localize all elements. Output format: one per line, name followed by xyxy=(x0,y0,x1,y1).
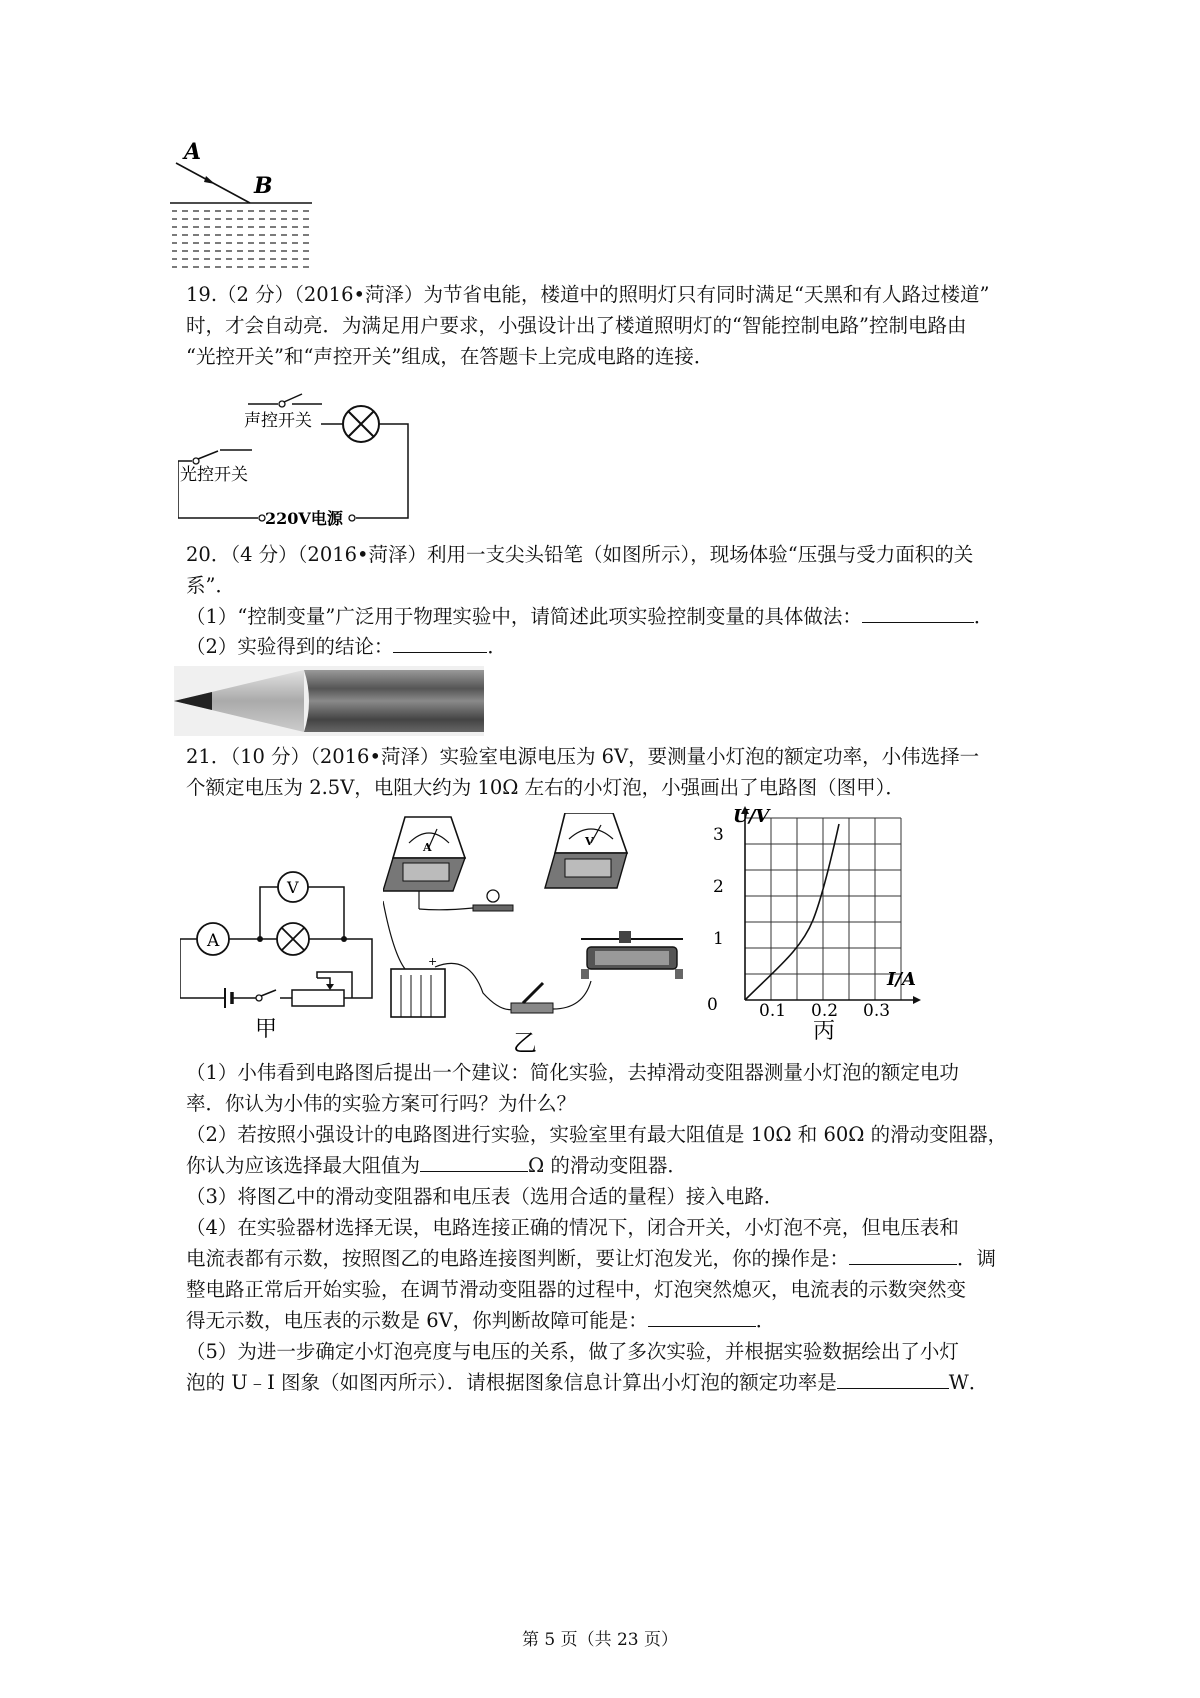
answer-blank[interactable] xyxy=(862,604,974,623)
water-refraction-figure xyxy=(170,135,330,280)
q21-p4a: （4）在实验器材选择无误，电路连接正确的情况下，闭合开关，小灯泡不亮，但电压表和 xyxy=(186,1216,959,1239)
q21-line2: 个额定电压为 2.5V，电阻大约为 10Ω 左右的小灯泡，小强画出了电路图（图甲）． xyxy=(186,776,905,799)
origin-label: 0 xyxy=(707,995,718,1015)
sound-switch-blade xyxy=(284,394,302,402)
q21-p1a: （1）小伟看到电路图后提出一个建议：简化实验，去掉滑动变阻器测量小灯泡的额定电功 xyxy=(186,1061,959,1084)
q21-p5b: 泡的 U﹣I 图象（如图丙所示）．请根据图象信息计算出小灯泡的额定功率是 W． xyxy=(186,1371,989,1394)
q21-p2a: （2）若按照小强设计的电路图进行实验，实验室里有最大阻值是 10Ω 和 60Ω 的滑动变阻器， xyxy=(186,1123,1008,1146)
q21-p4c: 整电路正常后开始实验，在调节滑动变阻器的过程中，灯泡突然熄灭，电流表的示数突然变 xyxy=(186,1278,967,1301)
x-tick-0.3: 0.3 xyxy=(863,1001,891,1021)
rheostat-icon xyxy=(292,990,344,1006)
bulb-device xyxy=(473,890,513,911)
y-tick-1: 1 xyxy=(713,929,724,949)
ammeter-label: A xyxy=(207,931,220,951)
q21-p3: （3）将图乙中的滑动变阻器和电压表（选用合适的量程）接入电路． xyxy=(186,1185,784,1208)
answer-blank[interactable] xyxy=(849,1246,957,1265)
q19-line2: 时，才会自动亮．为满足用户要求，小强设计出了楼道照明灯的“智能控制电路”控制电路由 xyxy=(186,314,967,337)
svg-text:A: A xyxy=(423,841,432,854)
y-axis-label: U/V xyxy=(733,806,770,827)
svg-text:V: V xyxy=(585,835,594,848)
caption-bing: 丙 xyxy=(813,1019,836,1044)
switch-device xyxy=(511,983,553,1013)
pencil-image xyxy=(174,666,484,736)
q19-line3: “光控开关”和“声控开关”组成，在答题卡上完成电路的连接． xyxy=(186,345,714,368)
caption-yi: 乙 xyxy=(513,1029,537,1057)
q21-line1: 21．（10 分）（2016•菏泽）实验室电源电压为 6V，要测量小灯泡的额定功率，小伟选择一 xyxy=(186,745,980,768)
q21-p1b: 率．你认为小伟的实验方案可行吗？为什么？ xyxy=(186,1092,577,1115)
q20-line2: 系”． xyxy=(186,574,235,597)
q20-sub1: （1）“控制变量”广泛用于物理实验中，请简述此项实验控制变量的具体做法： ． xyxy=(186,605,994,628)
light-switch-label: 光控开关 xyxy=(180,465,248,485)
x-tick-0.2: 0.2 xyxy=(811,1001,839,1021)
ui-graph xyxy=(705,800,945,1060)
voltmeter-label: V xyxy=(287,878,299,897)
label-b: B xyxy=(254,173,273,199)
q21-p2b: 你认为应该选择最大阻值为 Ω 的滑动变阻器． xyxy=(186,1154,687,1177)
x-tick-0.1: 0.1 xyxy=(759,1001,787,1021)
graph-grid xyxy=(745,818,901,1000)
circuit-diagram-jia xyxy=(180,860,400,1050)
q21-p4b: 电流表都有示数，按照图乙的电路连接图判断，要让灯泡发光，你的操作是： ．调 xyxy=(186,1247,997,1270)
x-axis-arrow-icon xyxy=(913,996,921,1004)
label-a: A xyxy=(184,139,202,165)
q20-sub2: （2）实验得到的结论： ． xyxy=(186,635,507,658)
page-footer: 第 5 页（共 23 页） xyxy=(521,1630,679,1650)
light-switch-blade xyxy=(198,451,218,459)
q19-circuit-figure xyxy=(178,390,448,535)
ray-arrow-icon xyxy=(204,176,215,184)
y-tick-3: 3 xyxy=(713,825,724,845)
q21-p4d: 得无示数，电压表的示数是 6V，你判断故障可能是： ． xyxy=(186,1309,776,1332)
caption-jia: 甲 xyxy=(255,1017,278,1042)
ammeter-device xyxy=(383,817,465,891)
power-label: 220V电源 xyxy=(265,509,343,528)
answer-blank[interactable] xyxy=(420,1153,528,1172)
water-body xyxy=(172,209,312,273)
answer-blank[interactable] xyxy=(393,634,487,653)
x-axis-label: I/A xyxy=(887,969,916,990)
svg-text:+: + xyxy=(428,955,438,968)
sound-switch-label: 声控开关 xyxy=(244,411,312,431)
voltmeter-device xyxy=(545,813,627,888)
rheostat-device xyxy=(581,931,683,979)
answer-blank[interactable] xyxy=(648,1308,756,1327)
battery-device xyxy=(391,955,445,1017)
q21-p5a: （5）为进一步确定小灯泡亮度与电压的关系，做了多次实验，并根据实验数据绘出了小灯 xyxy=(186,1340,959,1363)
answer-blank[interactable] xyxy=(837,1370,949,1389)
q20-line1: 20．（4 分）（2016•菏泽）利用一支尖头铅笔（如图所示），现场体验“压强与受力面积的关 xyxy=(186,543,974,566)
q19-line1: 19.（2 分）（2016•菏泽）为节省电能，楼道中的照明灯只有同时满足“天黑和有人路过楼道” xyxy=(186,283,990,306)
y-tick-2: 2 xyxy=(713,877,724,897)
apparatus-figure-yi xyxy=(383,813,708,1061)
